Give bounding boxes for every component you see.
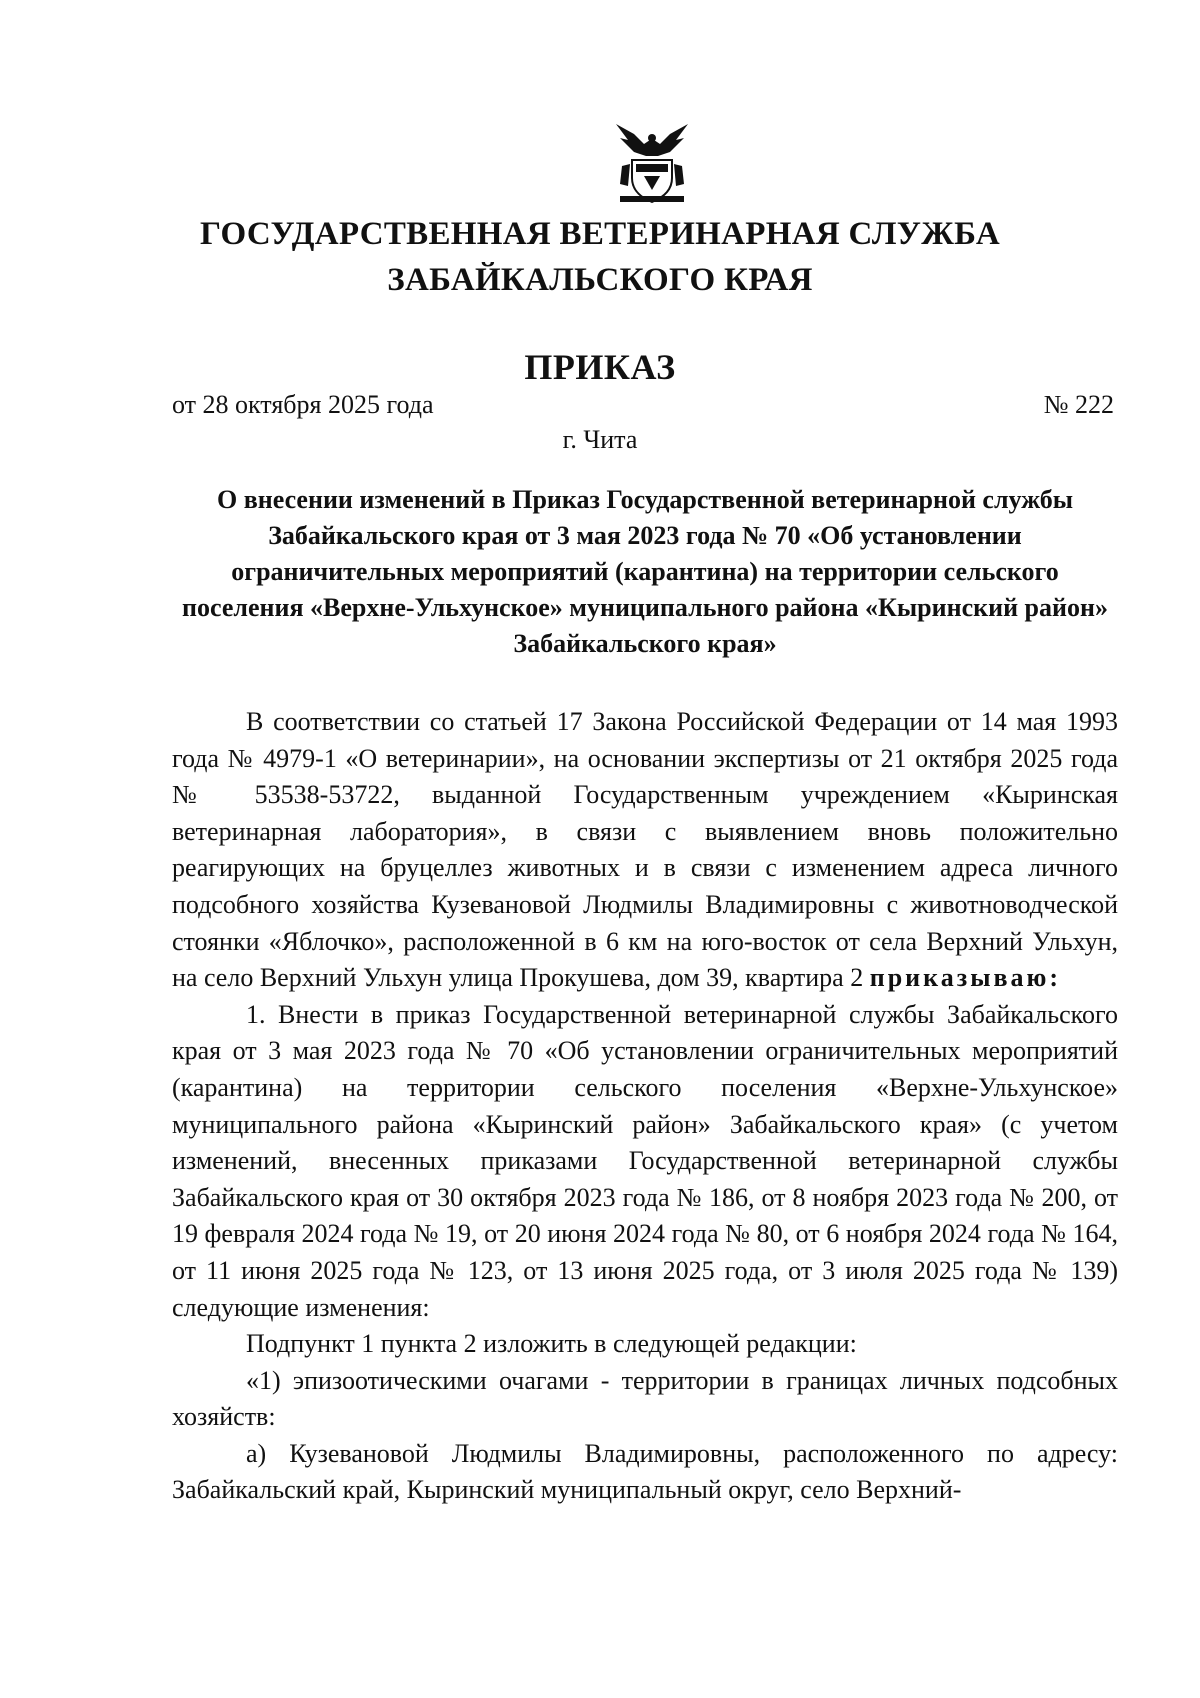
organization-title-line-2: ЗАБАЙКАЛЬСКОГО КРАЯ xyxy=(387,262,813,298)
order-city: г. Чита xyxy=(562,425,638,454)
order-date: от 28 октября 2025 года xyxy=(172,390,434,419)
organization-title-line-1: ГОСУДАРСТВЕННАЯ ВЕТЕРИНАРНАЯ СЛУЖБА xyxy=(199,216,1000,252)
preamble-text: В соответствии со статьей 17 Закона Российской Федерации от 14 мая 1993 года № 4979-1 «О ветеринарии», на основании экспертизы от 21 октября 2025 года № 53538-53722, выданной Государственным учреждением «Кыринская ветеринарная лаборатория», в связи с выявлением вновь положительно реагирующих на бруцеллез животных и в связи с изменением адреса личного подсобного хозяйства Кузевановой Людмилы Владимировны с животноводческой стоянки «Яблочко», расположенной в 6 км на юго-восток от села Верхний Ульхун, на село Верхний Ульхун улица Прокушева, дом 39, квартира 2 xyxy=(172,707,1118,993)
quote-1-paragraph: «1) эпизоотическими очагами - территории в границах личных подсобных хозяйств: xyxy=(172,1365,1118,1432)
item-1-paragraph: 1. Внести в приказ Государственной ветеринарной службы Забайкальского края от 3 мая 2023 года № 70 «Об установлении ограничительных мероприятий (карантина) на территории сельского поселения «Верхне-Ульхунское» муниципального района «Кыринский район» Забайкальского края» (с учетом изменений, внесенных приказами Государственной ветеринарной службы Забайкальского края от 30 октября 2023 года № 186, от 8 ноября 2023 года № 200, от 19 февраля 2024 года № 19, от 20 июня 2024 года № 80, от 6 ноября 2024 года № 164, от 11 июня 2025 года № 123, от 13 июня 2025 года, от 3 июля 2025 года № 139) следующие изменения: xyxy=(172,999,1118,1322)
order-word: приказываю: xyxy=(869,963,1062,993)
subitem-intro-paragraph: Подпункт 1 пункта 2 изложить в следующей редакции: xyxy=(246,1329,857,1359)
preamble-paragraph xyxy=(172,704,1118,997)
order-number: № 222 xyxy=(1043,390,1114,419)
document-type: ПРИКАЗ xyxy=(524,347,676,387)
order-subject: О внесении изменений в Приказ Государственной ветеринарной службы Забайкальского края от 3 мая 2023 года № 70 «Об установлении ограничительных мероприятий (карантина) на территории сельского поселения «Верхне-Ульхунское» муниципального района «Кыринский район» Забайкальского края» xyxy=(182,485,1108,658)
order-body xyxy=(172,704,1118,1509)
quote-a-paragraph: а) Кузевановой Людмилы Владимировны, расположенного по адресу: Забайкальский край, Кыринский муниципальный округ, село Верхний- xyxy=(172,1438,1118,1505)
coat-of-arms-emblem xyxy=(614,120,690,206)
